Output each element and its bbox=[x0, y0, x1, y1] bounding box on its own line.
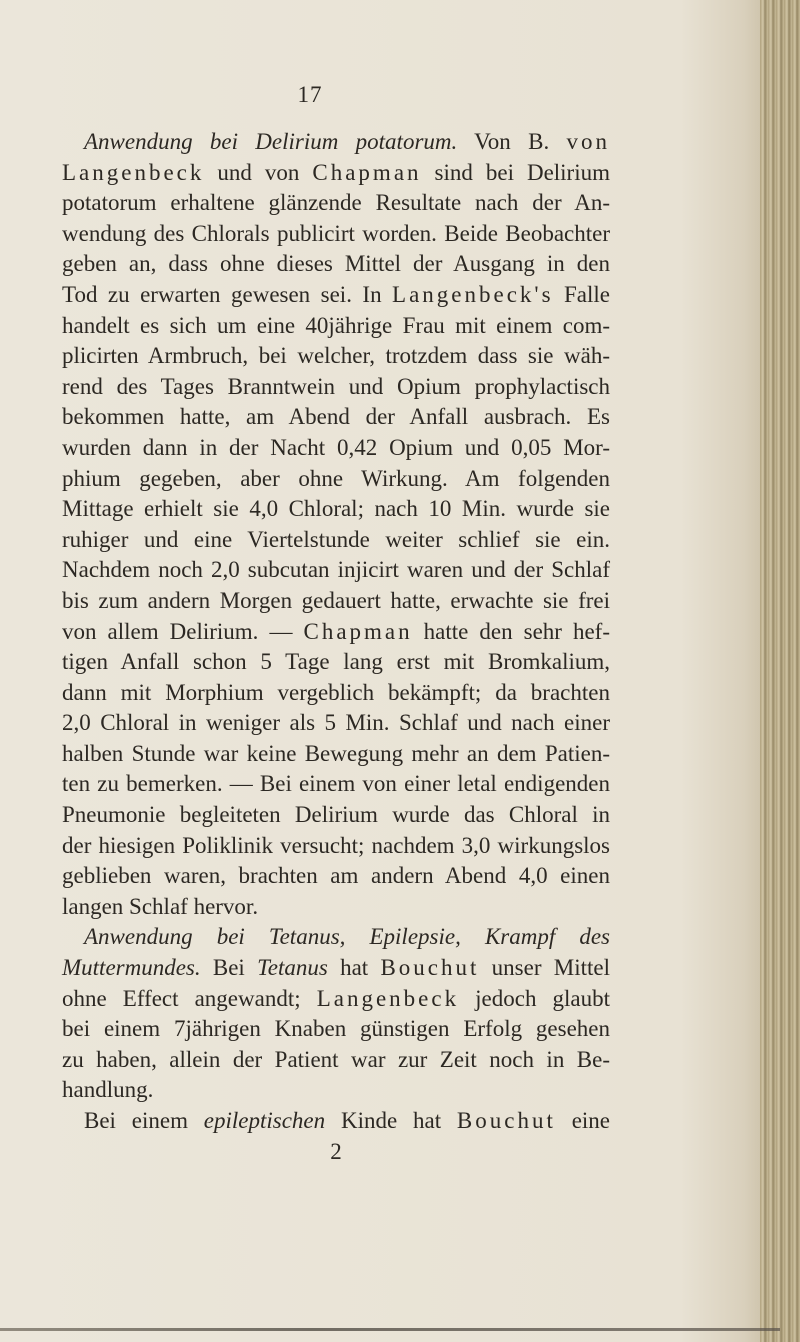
text-line bbox=[62, 249, 610, 280]
spaced-name: Langenbeck's bbox=[392, 281, 554, 307]
text-line bbox=[62, 922, 610, 953]
spaced-name: Chapman bbox=[303, 618, 413, 644]
text-span: handelt es sich um eine 40jährige Frau mit einem com- bbox=[62, 312, 610, 338]
spaced-name: von bbox=[566, 129, 610, 154]
text-line bbox=[62, 219, 610, 250]
text-span: plicirten Armbruch, bei welcher, trotzdem dass sie wäh- bbox=[62, 343, 610, 369]
text-line bbox=[62, 372, 610, 403]
text-span: handlung. bbox=[62, 1077, 154, 1103]
spaced-name: Bouchut bbox=[380, 955, 480, 981]
text-span: unser Mittel bbox=[479, 955, 610, 981]
text-span: hat bbox=[327, 955, 381, 981]
text-span: geben an, dass ohne dieses Mittel der Ausgang in den bbox=[62, 251, 610, 277]
text-span: Mittage erhielt sie 4,0 Chloral; nach 10 Min. wurde sie bbox=[62, 496, 610, 522]
text-line bbox=[62, 1075, 610, 1106]
text-span: 2 bbox=[330, 1138, 342, 1164]
text-line bbox=[62, 525, 610, 556]
text-line bbox=[62, 953, 610, 984]
text-line bbox=[62, 1137, 610, 1168]
text-line bbox=[62, 1045, 610, 1076]
text-span: dann mit Morphium vergeblich bekämpft; da brachten bbox=[62, 679, 610, 705]
text-span: Nachdem noch 2,0 subcutan injicirt waren und der Schlaf bbox=[62, 557, 610, 583]
text-line bbox=[62, 433, 610, 464]
text-span: bis zum andern Morgen gedauert hatte, erwachte sie frei bbox=[62, 587, 610, 613]
text-span: Pneumonie begleiteten Delirium wurde das Chloral in bbox=[62, 802, 610, 828]
text-span: bei einem 7jährigen Knaben günstigen Erfolg gesehen bbox=[62, 1016, 610, 1042]
text-line bbox=[62, 984, 610, 1015]
text-line bbox=[62, 892, 610, 923]
text-span: tigen Anfall schon 5 Tage lang erst mit Bromkalium, bbox=[62, 649, 610, 675]
text-span: sind bei Delirium bbox=[421, 159, 610, 185]
text-line bbox=[62, 311, 610, 342]
text-line bbox=[62, 127, 610, 158]
text-span: phium gegeben, aber ohne Wirkung. Am folgenden bbox=[62, 465, 610, 491]
text-line bbox=[62, 341, 610, 372]
text-line bbox=[62, 861, 610, 892]
text-line bbox=[62, 678, 610, 709]
text-span: von allem Delirium. — bbox=[62, 618, 304, 644]
text-line bbox=[62, 739, 610, 770]
italic-span: Tetanus bbox=[257, 955, 328, 981]
text-span: der hiesigen Poliklinik versucht; nachdem 3,0 wirkungslos bbox=[62, 832, 610, 858]
text-line bbox=[62, 494, 610, 525]
spaced-name: Bouchut bbox=[456, 1108, 556, 1133]
text-span: ruhiger und eine Viertelstunde weiter schlief sie ein. bbox=[62, 526, 610, 552]
text-line bbox=[62, 831, 610, 862]
text-line bbox=[62, 1014, 610, 1045]
italic-span: Anwendung bei Delirium potatorum. bbox=[84, 129, 458, 154]
page-number: 17 bbox=[297, 82, 323, 107]
text-line bbox=[62, 617, 610, 648]
text-line bbox=[62, 158, 610, 189]
text-span: geblieben waren, brachten am andern Abend 4,0 einen bbox=[62, 863, 610, 889]
text-span: Falle bbox=[553, 281, 610, 307]
text-span: Tod zu erwarten gewesen sei. In bbox=[62, 281, 393, 307]
text-span: halben Stunde war keine Bewegung mehr an dem Patien- bbox=[62, 740, 610, 766]
text-line bbox=[62, 769, 610, 800]
text-line bbox=[62, 402, 610, 433]
text-line bbox=[62, 464, 610, 495]
bottom-edge bbox=[0, 1328, 780, 1331]
spaced-name: Langenbeck bbox=[316, 985, 460, 1011]
body-text bbox=[62, 127, 610, 1167]
text-span: langen Schlaf hervor. bbox=[62, 893, 259, 919]
text-span: und von bbox=[204, 159, 313, 185]
text-span: ten zu bemerken. — Bei einem von einer letal endigenden bbox=[62, 771, 610, 797]
text-line bbox=[62, 280, 610, 311]
text-span: eine bbox=[555, 1108, 611, 1133]
text-line bbox=[62, 555, 610, 586]
text-line bbox=[62, 586, 610, 617]
text-span: Kinde hat bbox=[325, 1108, 457, 1133]
text-line bbox=[62, 188, 610, 219]
spaced-name: Chapman bbox=[312, 159, 422, 185]
text-span: hatte den sehr hef- bbox=[412, 618, 610, 644]
text-span: Von B. bbox=[457, 129, 567, 154]
text-span: rend des Tages Branntwein und Opium prophylactisch bbox=[62, 373, 610, 399]
italic-span: Muttermundes. bbox=[62, 955, 201, 981]
text-span: Bei einem bbox=[84, 1108, 204, 1133]
text-line bbox=[62, 800, 610, 831]
text-span: bekommen hatte, am Abend der Anfall ausbrach. Es bbox=[62, 404, 610, 430]
italic-span: Anwendung bei Tetanus, Epilepsie, Krampf des bbox=[84, 924, 610, 950]
spaced-name: Langenbeck bbox=[62, 159, 205, 185]
text-line bbox=[62, 647, 610, 678]
text-span: ohne Effect angewandt; bbox=[62, 985, 317, 1011]
italic-span: epileptischen bbox=[203, 1108, 326, 1133]
text-span: jedoch glaubt bbox=[459, 985, 611, 1011]
text-span: 2,0 Chloral in weniger als 5 Min. Schlaf und nach einer bbox=[62, 710, 610, 736]
text-span: wurden dann in der Nacht 0,42 Opium und 0,05 Mor- bbox=[62, 434, 610, 460]
text-span: Bei bbox=[200, 955, 258, 981]
text-line bbox=[62, 708, 610, 739]
text-span: wendung des Chlorals publicirt worden. Beide Beobachter bbox=[62, 220, 610, 246]
text-line bbox=[62, 1106, 610, 1137]
text-span: zu haben, allein der Patient war zur Zeit noch in Be- bbox=[62, 1046, 610, 1072]
text-span: potatorum erhaltene glänzende Resultate nach der An- bbox=[62, 190, 610, 216]
page-edge-shadow bbox=[760, 0, 800, 1342]
